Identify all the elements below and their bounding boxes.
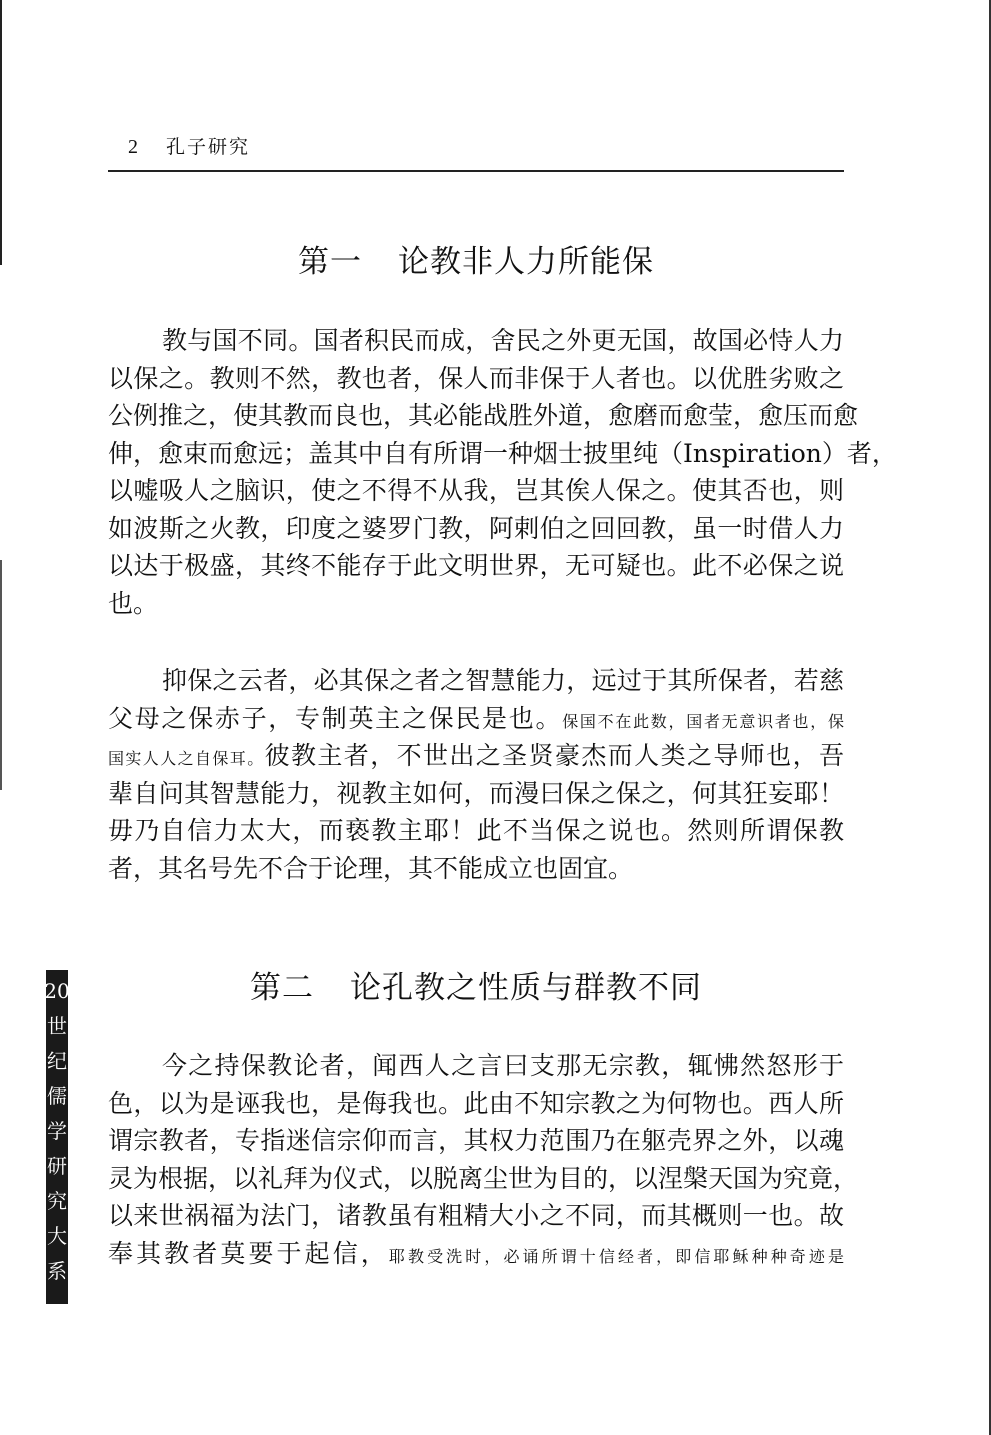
paragraph-3 (108, 1047, 859, 1272)
page-number: 2 (128, 136, 140, 158)
text-line: 伸，愈束而愈远；盖其中自有所谓一种烟士披里纯（Inspiration）者， (108, 438, 897, 468)
section-title: 论教非人力所能保 (398, 244, 654, 280)
side-tab-char: 纪 (47, 1049, 67, 1073)
side-tab-char: 大 (47, 1224, 67, 1248)
side-tab-char: 研 (47, 1154, 67, 1178)
inline-note: 保国不在此数，国者无意识者也，保 (562, 711, 844, 731)
side-tab-char: 系 (47, 1259, 67, 1283)
side-tab-char: 世 (47, 1014, 67, 1038)
section-number: 第一 (298, 244, 362, 280)
text-line (108, 737, 844, 775)
text-line (108, 700, 844, 738)
side-tab-char: 儒 (47, 1084, 67, 1108)
text-line: 今之持保教论者，闻西人之言曰支那无宗教，辄怫然怒形于 (162, 1051, 844, 1080)
text-line: 也。 (108, 588, 159, 618)
series-side-tab (46, 970, 68, 1304)
text-line: 以保之。教则不然，教也者，保人而非保于人者也。以优胜劣败之 (108, 363, 844, 393)
text-line: 抑保之云者，必其保之者之智慧能力，远过于其所保者，若慈 (162, 666, 844, 695)
scan-border-left (0, 0, 2, 265)
inline-note: 国实人人之自保耳。 (108, 749, 265, 768)
main-text: 奉其教者莫要于起信， (108, 1238, 389, 1268)
text-line: 以来世祸福为法门，诸教虽有粗精大小之不同，而其概则一也。故 (108, 1201, 844, 1230)
running-head (128, 132, 250, 159)
running-title: 孔子研究 (166, 136, 251, 158)
text-line: 以嘘吸人之脑识，使之不得不从我，岂其俟人保之。使其否也，则 (108, 476, 844, 505)
section-title: 论孔教之性质与群教不同 (350, 970, 702, 1006)
text-line: 谓宗教者，专指迷信宗仰而言，其权力范围乃在躯壳界之外，以魂 (108, 1126, 844, 1155)
text-line: 教与国不同。国者积民而成，舍民之外更无国，故国必恃人力 (162, 326, 844, 355)
text-line: 如波斯之火教，印度之婆罗门教，阿剌伯之回回教，虽一时借人力 (108, 513, 844, 543)
text-line: 灵为根据，以礼拜为仪式，以脱离尘世为目的，以涅槃天国为究竟， (108, 1163, 859, 1193)
scan-border-left-lower (0, 560, 2, 790)
text-line: 毋乃自信力太大，而亵教主耶！此不当保之说也。然则所谓保教 (108, 816, 844, 845)
main-text: 父母之保赤子，专制英主之保民是也。 (108, 703, 563, 733)
paragraph-1 (108, 322, 897, 622)
side-tab-char: 学 (47, 1119, 67, 1143)
section-number: 第二 (250, 970, 314, 1006)
side-tab-char: 究 (47, 1189, 67, 1213)
text-line: 以达于极盛，其终不能存于此文明世界，无可疑也。此不必保之说 (108, 551, 844, 580)
inline-note: 耶教受洗时，必诵所谓十信经者，即信耶稣种种奇迹是 (388, 1246, 844, 1266)
text-line: 公例推之，使其教而良也，其必能战胜外道，愈磨而愈莹，愈压而愈 (108, 401, 859, 430)
paragraph-2 (108, 662, 844, 887)
main-text: 彼教主者，不世出之圣贤豪杰而人类之导师也，吾 (264, 741, 844, 770)
side-tab-char: 20 (44, 979, 70, 1003)
section-heading-2 (108, 962, 844, 1007)
text-line: 辈自问其智慧能力，视教主如何，而漫曰保之保之，何其狂妄耶！ (108, 778, 844, 808)
section-heading-1 (108, 236, 844, 281)
text-line: 色，以为是诬我也，是侮我也。此由不知宗教之为何物也。西人所 (108, 1088, 844, 1118)
text-line: 者，其名号先不合于论理，其不能成立也固宜。 (108, 853, 634, 883)
text-line (108, 1235, 844, 1273)
header-rule (108, 170, 844, 172)
